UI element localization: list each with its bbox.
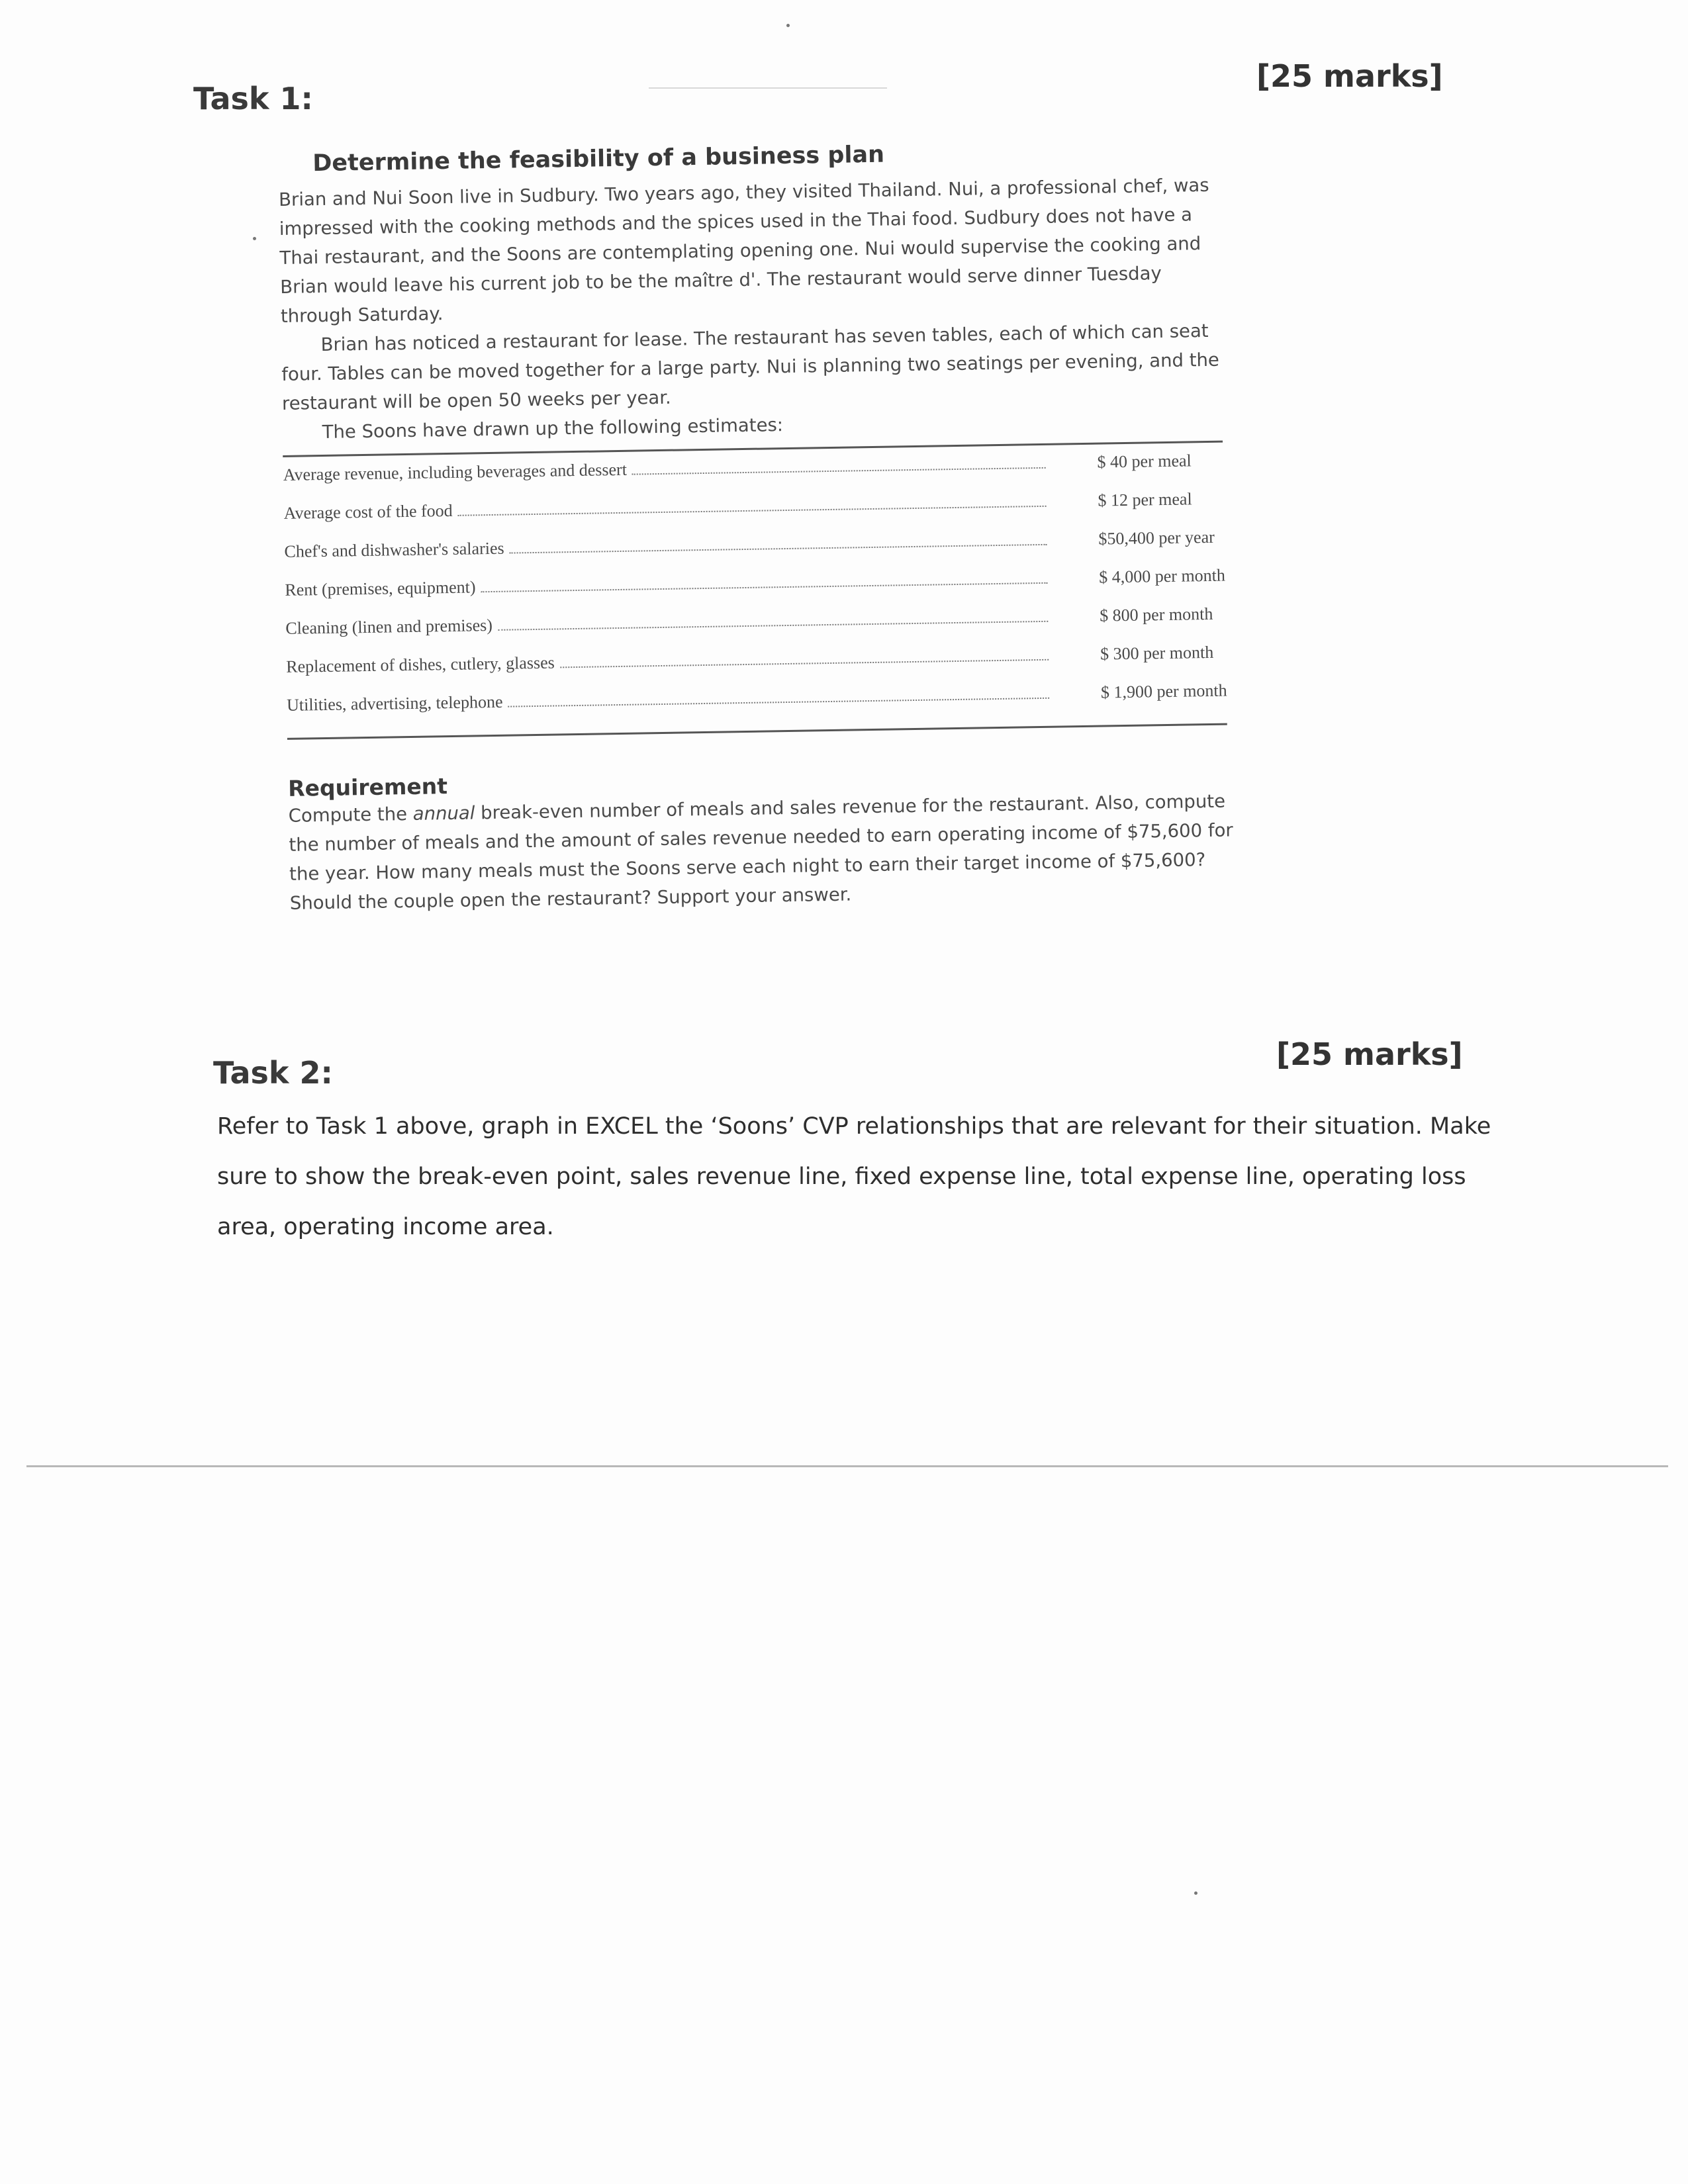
estimate-value: $ 40 per meal — [1097, 451, 1192, 472]
excerpt-paragraph-3: The Soons have drawn up the following estimates: — [322, 414, 784, 443]
estimate-value: $ 800 per month — [1099, 604, 1213, 625]
estimate-label: Chef's and dishwasher's salaries — [284, 538, 504, 561]
dot-leader — [632, 455, 1046, 475]
estimate-label: Average revenue, including beverages and dessert — [283, 459, 628, 484]
estimate-value: $ 300 per month — [1100, 642, 1214, 664]
excerpt-paragraph-1: Brian and Nui Soon live in Sudbury. Two years ago, they visited Thailand. Nui, a professional chef, was impressed with the cooking methods and the spices used in the Thai food. Sudbury does not have a Thai restaurant, and the Soons are contemplating opening one. Nui would supervise the cooking and Brian would leave his current job to be the maître d'. The restaurant would serve dinner Tuesday through Saturday. — [278, 174, 1209, 327]
scan-artifact-line — [26, 1465, 1668, 1467]
excerpt-heading: Determine the feasibility of a business plan — [312, 141, 885, 177]
requirement-text — [288, 786, 1243, 918]
scan-speck — [786, 24, 790, 27]
task2-instructions: Refer to Task 1 above, graph in EXCEL the ‘Soons’ CVP relationships that are relevant for their situation. Make sure to show the break-even point, sales revenue line, fixed expense line, total expense line, operating loss area, operating income area. — [217, 1113, 1491, 1240]
task2-title: Task 2: — [213, 1055, 333, 1091]
requirement-emphasis: annual — [412, 802, 475, 825]
estimate-value: $ 1,900 per month — [1100, 680, 1227, 702]
estimate-label: Utilities, advertising, telephone — [286, 692, 503, 715]
excerpt-paragraph-2: Brian has noticed a restaurant for lease. The restaurant has seven tables, each of which can seat four. Tables can be moved together for a large party. Nui is planning two seatings per evening, and the restaurant will be open 50 weeks per year. — [281, 320, 1220, 414]
estimate-label: Cleaning (linen and premises) — [285, 615, 493, 638]
scan-artifact-line — [649, 87, 887, 89]
scan-speck — [1194, 1891, 1197, 1895]
textbook-excerpt — [278, 136, 1243, 917]
estimates-table — [283, 441, 1227, 740]
task2-marks: [25 marks] — [1276, 1036, 1463, 1072]
scan-speck — [253, 237, 256, 240]
task1-title: Task 1: — [193, 81, 313, 116]
estimate-label: Replacement of dishes, cutlery, glasses — [286, 653, 555, 676]
estimate-label: Average cost of the food — [283, 500, 453, 523]
task1-marks: [25 marks] — [1256, 58, 1443, 94]
estimate-value: $ 12 per meal — [1098, 489, 1192, 510]
estimate-value: $ 4,000 per month — [1099, 565, 1226, 587]
estimate-label: Rent (premises, equipment) — [285, 577, 476, 600]
requirement-text-rest: break-even number of meals and sales revenue for the restaurant. Also, compute the number of meals and the amount of sales revenue needed to earn operating income of $75,600 for the year. How many meals must the Soons serve each night to earn their target income of $75,600? Should the couple open the restaurant? Support your answer. — [289, 790, 1233, 914]
estimate-value: $50,400 per year — [1098, 527, 1215, 549]
requirement-heading: Requirement — [287, 773, 448, 801]
requirement-text-start: Compute the — [288, 803, 414, 827]
